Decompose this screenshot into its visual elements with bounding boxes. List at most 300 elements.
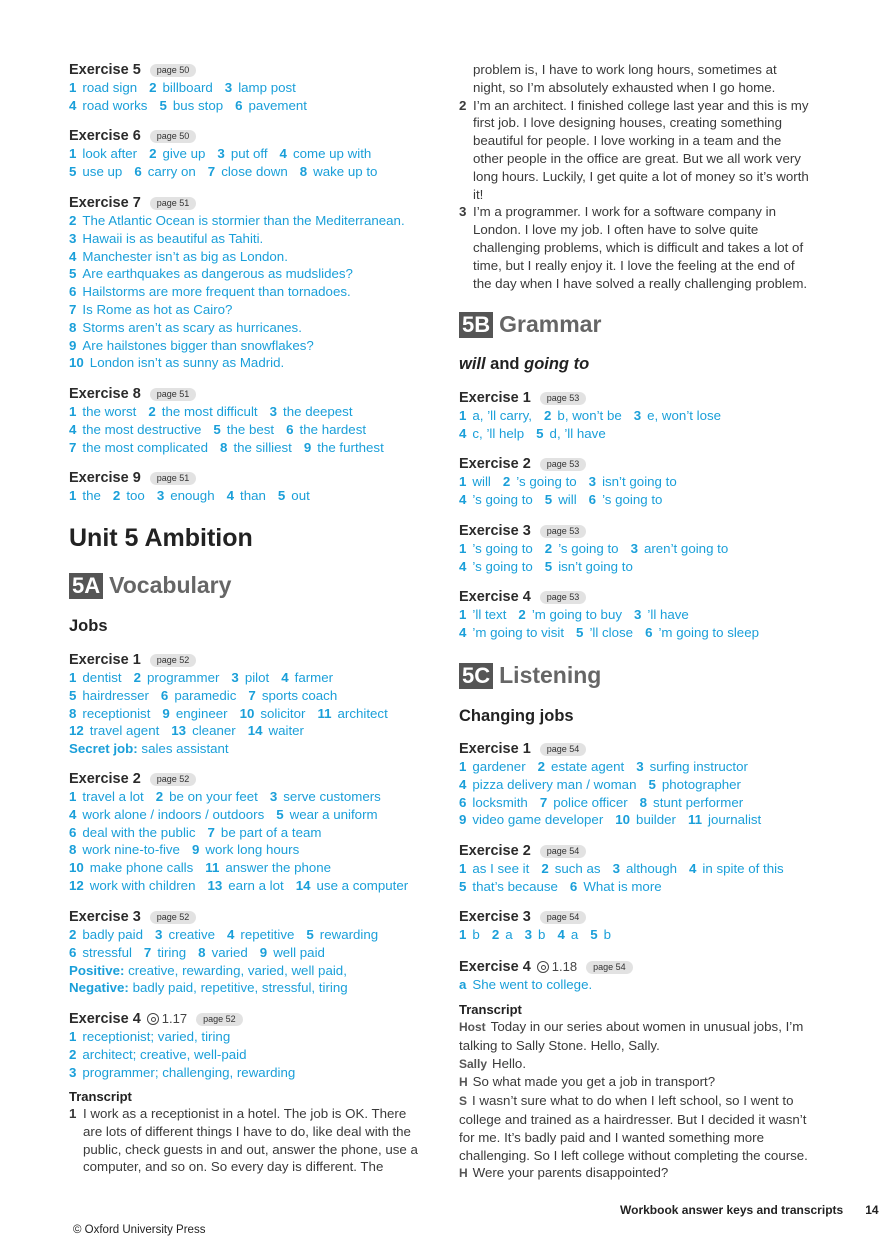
answer-text: Are earthquakes as dangerous as mudslides? xyxy=(82,266,353,282)
answer-text: video game developer xyxy=(472,812,604,828)
page-reference-badge: page 52 xyxy=(196,1013,243,1026)
answer-item xyxy=(570,879,662,894)
speaker-label: H xyxy=(459,1166,468,1181)
transcript-paragraph xyxy=(459,203,809,292)
answer-item xyxy=(304,440,384,455)
answer-item xyxy=(296,878,408,893)
answer-item xyxy=(69,320,302,335)
answer-text: billboard xyxy=(162,80,213,95)
summary-text: creative, rewarding, varied, well paid, xyxy=(128,962,347,978)
transcript-heading: Transcript xyxy=(69,1089,132,1104)
answer-line xyxy=(69,212,434,230)
answer-number: 4 xyxy=(459,491,467,507)
page-reference-badge: page 54 xyxy=(540,743,587,756)
speaker-label: Host xyxy=(459,1020,486,1034)
answer-text: ’s going to xyxy=(602,491,663,507)
answer-item xyxy=(155,927,215,942)
answer-text: ’s going to xyxy=(472,541,533,556)
answer-number: 14 xyxy=(295,877,311,893)
answer-number: 5 xyxy=(544,558,553,574)
answer-item xyxy=(69,302,232,317)
exercise-title xyxy=(69,385,434,403)
answer-text: photographer xyxy=(661,776,741,792)
answer-item xyxy=(69,706,150,721)
exercise-title xyxy=(459,842,824,860)
answer-number: 9 xyxy=(162,705,170,721)
answer-text: work long hours xyxy=(205,842,300,858)
sec-block xyxy=(69,572,434,599)
answer-text: d, ’ll have xyxy=(549,425,606,441)
answer-item xyxy=(208,164,288,179)
answer-number: 8 xyxy=(69,319,77,335)
answer-line xyxy=(69,354,434,372)
answer-item xyxy=(69,723,159,738)
answer-item xyxy=(459,492,533,507)
summary-text: sales assistant xyxy=(141,741,229,757)
answer-number: 5 xyxy=(69,266,77,282)
exercise-heading: Exercise 4 xyxy=(459,959,531,975)
answer-text: such as xyxy=(554,861,601,876)
answer-item xyxy=(459,408,532,423)
dlg-block xyxy=(459,1001,824,1183)
answer-item xyxy=(589,474,677,489)
answer-number: 3 xyxy=(612,861,620,876)
exercise-title xyxy=(69,469,434,487)
answer-text: Storms aren’t as scary as hurricanes. xyxy=(82,319,302,335)
answer-text: She went to college. xyxy=(472,977,593,992)
exercise-title xyxy=(69,194,434,212)
answer-text: wear a uniform xyxy=(289,806,378,822)
answer-text: dentist xyxy=(82,670,122,685)
answer-item xyxy=(540,795,628,810)
answer-text: receptionist; varied, tiring xyxy=(82,1029,231,1044)
answer-number: 9 xyxy=(69,337,77,353)
answer-item xyxy=(459,812,603,827)
answer-number: 4 xyxy=(227,927,235,942)
speaker-label: Sally xyxy=(459,1056,488,1071)
answer-item xyxy=(134,670,220,685)
answer-number: 3 xyxy=(633,408,642,423)
answer-number: 1 xyxy=(69,80,77,95)
answer-number: 2 xyxy=(149,80,157,95)
answer-number: 1 xyxy=(69,1029,77,1044)
answer-text: engineer xyxy=(175,705,228,721)
answer-number: 6 xyxy=(69,284,77,300)
answer-item xyxy=(227,927,294,942)
answer-line xyxy=(459,540,824,558)
exercise xyxy=(459,842,824,896)
answer-number: 7 xyxy=(143,944,152,960)
answer-item xyxy=(69,842,180,857)
transcript-paragraph xyxy=(459,61,809,97)
exercise xyxy=(69,385,434,456)
answer-text: look after xyxy=(82,146,138,161)
answer-item xyxy=(248,723,304,738)
answer-item xyxy=(69,213,405,228)
transcript-heading: Transcript xyxy=(459,1002,522,1017)
subheading-part: going to xyxy=(524,355,590,373)
answer-number: 1 xyxy=(69,670,77,685)
answer-text: the silliest xyxy=(233,439,292,455)
answer-item xyxy=(545,559,633,574)
answer-number: 4 xyxy=(69,806,77,822)
answer-text: make phone calls xyxy=(89,860,194,876)
answer-line xyxy=(69,722,434,740)
answer-text: travel a lot xyxy=(82,789,144,804)
answer-text: waiter xyxy=(268,723,304,739)
answer-item xyxy=(69,284,351,299)
page-reference-badge: page 53 xyxy=(540,458,587,471)
answer-item xyxy=(69,807,264,822)
answer-text: a xyxy=(505,927,513,942)
answer-line xyxy=(459,558,824,576)
answer-item xyxy=(69,878,195,893)
answer-text: ’m going to sleep xyxy=(658,624,759,640)
answer-text: Hailstorms are more frequent than tornadoes. xyxy=(82,284,351,300)
answer-number: 9 xyxy=(191,842,200,858)
page-reference-badge: page 50 xyxy=(150,130,197,143)
answer-item xyxy=(590,927,611,942)
answer-item xyxy=(459,759,526,774)
answer-number: 7 xyxy=(207,824,215,840)
exercise xyxy=(69,770,434,895)
exercise-heading: Exercise 3 xyxy=(69,909,141,925)
answer-text: as I see it xyxy=(472,861,530,876)
answer-item xyxy=(69,688,149,703)
answer-number: 8 xyxy=(220,439,228,455)
summary-label: Secret job: xyxy=(69,741,138,757)
exercise-title xyxy=(69,127,434,145)
section-badge: 5A xyxy=(69,573,103,599)
answer-text: paramedic xyxy=(174,687,237,703)
answer-item xyxy=(235,98,307,113)
answer-text: architect xyxy=(337,705,388,721)
answer-line xyxy=(69,163,434,181)
answer-item xyxy=(205,860,331,875)
answer-item xyxy=(217,146,267,161)
page-reference-badge: page 51 xyxy=(150,197,197,210)
exercise-title xyxy=(459,455,824,473)
answer-number: 3 xyxy=(217,146,225,161)
answer-line xyxy=(459,794,824,812)
answer-number: 7 xyxy=(69,301,77,317)
answer-text: out xyxy=(291,488,310,503)
answer-item xyxy=(208,825,322,840)
track-number: 1.17 xyxy=(161,1011,188,1026)
answer-text: work alone / indoors / outdoors xyxy=(82,806,265,822)
answer-summary xyxy=(69,740,434,758)
answer-item xyxy=(286,422,366,437)
answer-item xyxy=(459,777,636,792)
subheading: Jobs xyxy=(69,617,108,635)
answer-item xyxy=(459,977,592,992)
answer-item xyxy=(634,408,721,423)
answer-number: 6 xyxy=(645,624,653,640)
exercise xyxy=(459,740,824,829)
answer-line xyxy=(69,687,434,705)
answer-text: enough xyxy=(170,488,215,503)
answer-number: 2 xyxy=(148,404,156,419)
answer-number: 5 xyxy=(159,97,167,113)
tr-block xyxy=(459,61,809,292)
answer-number: 6 xyxy=(459,794,467,810)
answer-line xyxy=(69,301,434,319)
answer-item xyxy=(615,812,676,827)
exercise-title xyxy=(459,389,824,407)
answer-text: sports coach xyxy=(261,687,338,703)
answer-item xyxy=(576,625,633,640)
answer-line xyxy=(459,811,824,829)
answer-line xyxy=(459,758,824,776)
subheading: Changing jobs xyxy=(459,707,574,725)
answer-number: 8 xyxy=(198,944,206,960)
exercise-title xyxy=(69,1010,434,1028)
answer-line xyxy=(69,669,434,687)
paragraph-number: 1 xyxy=(69,1106,77,1121)
exercise xyxy=(459,522,824,576)
answer-text: isn’t going to xyxy=(558,558,633,574)
audio-track xyxy=(147,1010,187,1028)
answer-line xyxy=(459,976,824,994)
dialogue-text: Hello. xyxy=(492,1055,527,1071)
exercise-heading: Exercise 1 xyxy=(459,390,531,406)
answer-text: a xyxy=(570,927,579,942)
answer-number: 6 xyxy=(69,944,77,960)
exercise xyxy=(69,908,434,997)
answer-item xyxy=(162,706,227,721)
answer-line xyxy=(459,624,824,642)
section-badge: 5C xyxy=(459,663,493,689)
answer-number: 4 xyxy=(557,927,565,942)
answer-item xyxy=(69,1029,230,1044)
answer-text: architect; creative, well-paid xyxy=(82,1046,247,1062)
answer-item xyxy=(192,842,299,857)
answer-number: 7 xyxy=(248,687,256,703)
answer-number: 12 xyxy=(69,723,84,739)
exercise-heading: Exercise 4 xyxy=(459,589,531,605)
exercise-title xyxy=(69,908,434,926)
summary-label: Positive: xyxy=(69,962,125,978)
answer-text: close down xyxy=(221,163,288,179)
answer-number: 2 xyxy=(69,927,77,942)
answer-number: 6 xyxy=(69,824,77,840)
answer-item xyxy=(631,541,729,556)
answer-line xyxy=(69,926,434,944)
exercise-title xyxy=(459,908,824,926)
answer-number: 10 xyxy=(69,355,84,371)
exercise-heading: Exercise 3 xyxy=(459,909,531,925)
answer-number: 4 xyxy=(459,624,467,640)
answer-number: 4 xyxy=(69,97,77,113)
answer-number: 1 xyxy=(459,408,467,423)
page-footer xyxy=(620,1203,879,1217)
answer-item xyxy=(459,795,528,810)
sec-block xyxy=(459,311,824,338)
answer-text: ’m going to visit xyxy=(472,624,565,640)
answer-number: 4 xyxy=(689,861,697,876)
section-heading xyxy=(69,572,434,599)
answer-text: road sign xyxy=(82,80,138,95)
paragraph-text: I work as a receptionist in a hotel. The job is OK. There are lots of different things I have to do, like deal with the public, check guests in and out, answer the phone, use a computer, and so on. So every day is different. The xyxy=(83,1106,418,1175)
answer-item xyxy=(69,338,314,353)
answer-item xyxy=(459,474,491,489)
dialogue-text: So what made you get a job in transport? xyxy=(472,1074,716,1090)
unit-block xyxy=(69,524,434,553)
paragraph-text: I’m a programmer. I work for a software company in London. I love my job. I often have to solve quite challenging problems, which is difficult and takes a lot of time, but I really enjoy it. I love the feeling at the end of the day when I have solved a really challenging problem. xyxy=(473,204,808,291)
answer-number: 3 xyxy=(156,488,165,503)
answer-text: London isn’t as sunny as Madrid. xyxy=(89,355,285,371)
paragraph-number: 2 xyxy=(459,97,467,113)
answer-item xyxy=(518,607,622,622)
answer-text: give up xyxy=(162,146,206,161)
answer-item xyxy=(69,404,136,419)
answer-text: ’s going to xyxy=(558,541,619,556)
answer-text: travel agent xyxy=(89,723,160,739)
answer-line xyxy=(69,283,434,301)
answer-number: 4 xyxy=(69,421,77,437)
page-reference-badge: page 51 xyxy=(150,388,197,401)
answer-text: the most difficult xyxy=(161,404,258,419)
exercise-heading: Exercise 5 xyxy=(69,62,141,78)
answer-line xyxy=(459,425,824,443)
answer-number: 5 xyxy=(590,927,598,942)
answer-line xyxy=(459,860,824,878)
answer-text: work with children xyxy=(89,877,196,893)
answer-item xyxy=(220,440,292,455)
page-reference-badge: page 53 xyxy=(540,392,587,405)
answer-number: 3 xyxy=(69,1064,77,1080)
answer-number: 6 xyxy=(569,878,578,894)
answer-line xyxy=(459,776,824,794)
answer-text: carry on xyxy=(147,163,196,179)
answer-number: 6 xyxy=(286,421,294,437)
answer-item xyxy=(231,670,269,685)
page-reference-badge: page 52 xyxy=(150,654,197,667)
page-number: 14 xyxy=(865,1203,879,1217)
answer-number: 3 xyxy=(155,927,163,942)
answer-line xyxy=(459,878,824,896)
answer-line xyxy=(69,265,434,283)
answer-number: 5 xyxy=(276,806,284,822)
answer-text: estate agent xyxy=(551,759,625,774)
answer-item xyxy=(459,861,529,876)
answer-text: too xyxy=(126,488,145,503)
audio-cd-icon xyxy=(147,1013,159,1025)
exercise-heading: Exercise 8 xyxy=(69,386,141,402)
answer-text: will xyxy=(472,474,491,489)
answer-number: 1 xyxy=(69,146,77,161)
answer-number: 8 xyxy=(639,794,648,810)
answer-item xyxy=(459,559,533,574)
exercise-title xyxy=(459,522,824,540)
exercise-heading: Exercise 2 xyxy=(69,771,141,787)
answer-number: 6 xyxy=(160,687,169,703)
answer-number: 4 xyxy=(226,488,234,503)
answer-number: 9 xyxy=(259,944,268,960)
exercise-heading: Exercise 2 xyxy=(459,843,531,859)
answer-text: surfing instructor xyxy=(649,759,748,774)
page-reference-badge: page 52 xyxy=(150,773,197,786)
answer-number: 9 xyxy=(303,439,312,455)
answer-number: 3 xyxy=(524,927,533,942)
answer-summary xyxy=(69,962,434,980)
answer-text: receptionist xyxy=(82,705,151,721)
subheading xyxy=(459,355,824,374)
answer-number: 11 xyxy=(317,705,332,721)
answer-item xyxy=(144,945,186,960)
answer-number: 2 xyxy=(133,670,141,685)
answer-number: 5 xyxy=(277,488,286,503)
answer-number: 3 xyxy=(269,404,278,419)
summary-text: badly paid, repetitive, stressful, tiring xyxy=(132,980,348,996)
answer-text: b xyxy=(538,927,546,942)
answer-item xyxy=(69,945,132,960)
answer-number: 2 xyxy=(518,607,526,622)
summary-label: Negative: xyxy=(69,980,129,996)
answer-number: 13 xyxy=(171,723,187,739)
answer-text: ’s going to xyxy=(472,558,533,574)
answer-item xyxy=(227,488,266,503)
subheading-part: will xyxy=(459,355,486,373)
answer-line xyxy=(69,230,434,248)
answer-item xyxy=(270,789,381,804)
page-reference-badge: page 54 xyxy=(540,911,587,924)
answer-item xyxy=(69,825,196,840)
answer-line xyxy=(69,403,434,421)
answer-number: 4 xyxy=(459,425,467,441)
speaker-label: H xyxy=(459,1075,468,1090)
paragraph-text: I’m an architect. I finished college last year and this is my first job. I love designing houses, creating something beautiful for people. I love working in a team and the other people in the office are great. But we all work very long hours. Luckily, I get quite a lot of money so it’s worth it! xyxy=(473,97,809,202)
exercise-heading: Exercise 7 xyxy=(69,195,141,211)
answer-text: use a computer xyxy=(316,877,409,893)
answer-text: the deepest xyxy=(283,404,353,419)
answer-text: Manchester isn’t as big as London. xyxy=(82,248,288,264)
answer-number: 14 xyxy=(247,723,263,739)
answer-text: solicitor xyxy=(260,705,306,721)
page-reference-badge: page 53 xyxy=(540,591,587,604)
answer-item xyxy=(69,355,284,370)
answer-item xyxy=(541,861,600,876)
exercise xyxy=(459,389,824,443)
answer-number: 5 xyxy=(306,927,314,942)
paragraph-text: problem is, I have to work long hours, sometimes at night, so I’m absolutely exhausted when I go home. xyxy=(473,62,777,95)
answer-number: 4 xyxy=(279,146,287,161)
track-number: 1.18 xyxy=(551,959,578,974)
answer-item xyxy=(525,927,546,942)
answer-text: badly paid xyxy=(82,927,144,942)
answer-item xyxy=(134,164,195,179)
exercise-heading: Exercise 4 xyxy=(69,1011,141,1027)
answer-item xyxy=(557,927,578,942)
dialogue-turn xyxy=(459,1164,824,1183)
answer-item xyxy=(69,164,122,179)
answer-item xyxy=(636,759,748,774)
answer-text: bus stop xyxy=(172,97,224,113)
answer-number: 5 xyxy=(648,776,656,792)
answer-item xyxy=(459,541,533,556)
answer-number: 5 xyxy=(576,624,584,640)
sub-block xyxy=(69,617,434,636)
answer-item xyxy=(207,878,283,893)
answer-item xyxy=(645,625,759,640)
answer-text: What is more xyxy=(583,878,662,894)
answer-number: 5 xyxy=(459,878,467,894)
answer-number: 1 xyxy=(459,607,467,622)
exercise xyxy=(69,651,434,758)
answer-text: stunt performer xyxy=(653,794,744,810)
answer-text: use up xyxy=(82,163,123,179)
paragraph-number xyxy=(459,61,473,97)
